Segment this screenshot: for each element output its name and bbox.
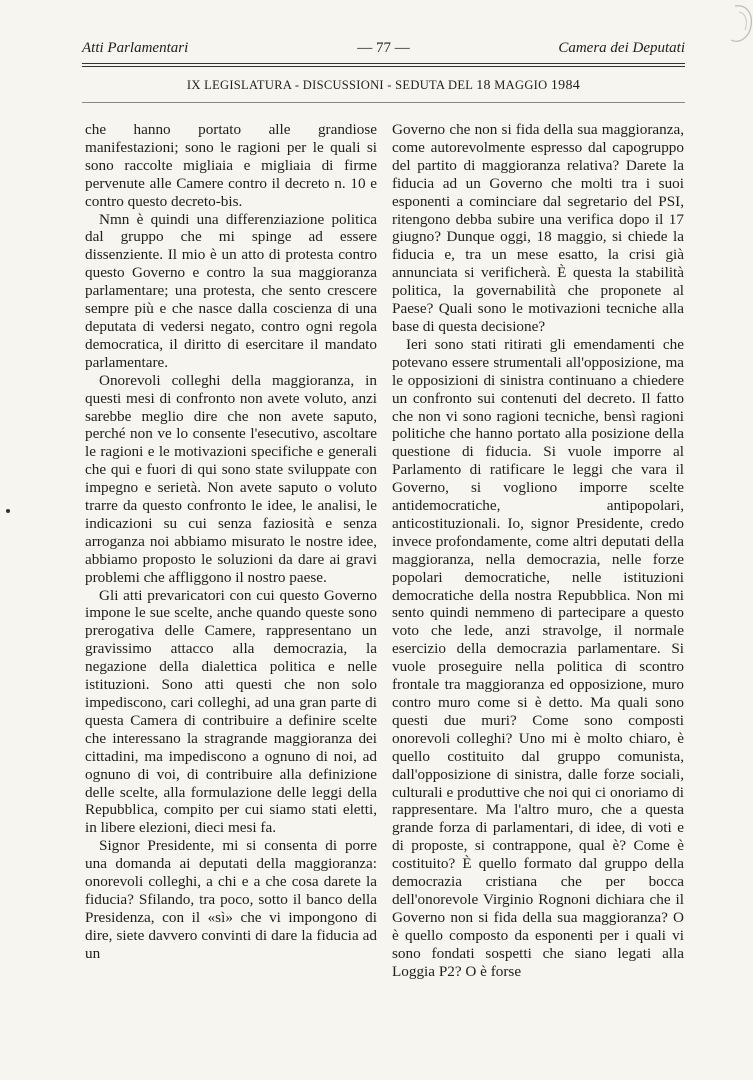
publication-title: Atti Parlamentari	[82, 40, 189, 56]
subheader-rule	[82, 102, 685, 103]
right-paragraph: Ieri sono stati ritirati gli emendamenti che potevano essere strumentali all'opposizione, ma le opposizioni di sinistra continuano a chiedere un confronto sui contenuti del decreto. Il fatto che non vi sono ragioni tecniche, bensì ragioni politiche che hanno portato alla posizione della questione di fiducia. Si vuole imporre al Parlamento di ratificare le leggi che vara il Governo, si vogliono imporre scelte antidemocratiche, antipopolari, anticostituzionali. Io, signor Presidente, credo invece profondamente, come altri deputati della maggioranza, nella democrazia, nelle forze popolari democratiche, nelle istituzioni democratiche della nostra Repubblica. Non mi sento quindi nemmeno di partecipare a questo voto che lede, anzi stravolge, il normale esercizio della democrazia parlamentare. Si vuole proseguire nella politica di scontro frontale tra maggioranza ed opposizione, muro contro muro come si è detto. Ma quali sono questi due muri? Come sono composti onorevoli colleghi? Uno mi è molto chiaro, è quello costituito dal gruppo comunista, dall'opposizione di sinistra, dalle forze sociali, culturali e produttive che noi qui ci onoriamo di rappresentare. Ma l'altro muro, che a questa grande forza di parlamentari, di idee, di voti e di proposte, si contrappone, qual è? Come è costituito? È quello formato dal gruppo della democrazia cristiana che per bocca dell'onorevole Virginio Rognoni dichiara che il Governo non si fida della sua maggioranza? O è quello composto da esponenti per i quali vi sono fondati sospetti che siano legati alla Loggia P2? O è forse	[392, 335, 684, 980]
session-line	[82, 78, 685, 94]
left-paragraph: Signor Presidente, mi si consenta di porre una domanda ai deputati della maggioranza: onorevoli colleghi, a chi e a che cosa darete la fiducia? Sfilando, tra poco, sotto il banco della Presidenza, con il «sì» che vi impongono di dire, siete davvero convinti di dare la fiducia ad un	[85, 837, 377, 962]
right-column	[392, 121, 684, 981]
session-prefix: IX LEGISLATURA - DISCUSSIONI - SEDUTA DEL	[186, 78, 473, 92]
right-paragraph: Governo che non si fida della sua maggioranza, come autorevolmente espresso dal capogruppo del partito di maggioranza relativa? Darete la fiducia ad un Governo che molti tra i suoi esponenti a cominciare dal segretario del PSI, ritengono debba subire una verifica dopo il 17 giugno? Dunque oggi, 18 maggio, si chiede la fiducia e, tra un mese esatto, la crisi già annunciata si verificherà. È questa la stabilità politica, la governabilità che proponete al Paese? Quali sono le motivazioni tecniche alla base di questa decisione?	[392, 121, 684, 335]
left-paragraph: che hanno portato alle grandiose manifestazioni; sono le ragioni per le quali si sono raccolte migliaia e migliaia di firme pervenute alle Camere contro il decreto n. 10 e contro questo decreto-bis.	[85, 121, 377, 210]
session-year: 1984	[550, 78, 581, 93]
page-corner-stamp	[713, 0, 753, 50]
left-paragraph: Nmn è quindi una differenziazione politica dal gruppo che mi spinge ad essere dissenziente. Il mio è un atto di protesta contro questo Governo e contro la sua maggioranza parlamentare; una protesta, che sento crescere sempre più e che nasce dalla coscienza di una deputata di vedersi negato, contro ogni regola democratica, il diritto di esercitare il mandato parlamentare.	[85, 210, 377, 371]
page-number: — 77 —	[357, 40, 410, 56]
session-day: 18	[476, 78, 491, 93]
left-paragraph: Gli atti prevaricatori con cui questo Governo impone le sue scelte, anche quando queste sono prerogativa delle Camere, rappresentano un gravissimo attacco alla democrazia, la negazione della dialettica politica e nelle istituzioni. Sono atti questi che non solo impediscono, cari colleghi, ad una gran parte di questa Camera di contribuire a definire scelte che interessano la stragrande maggioranza dei cittadini, ma impediscono a ognuno di noi, ad ognuno di voi, di contribuire alla definizione delle scelte, alla formulazione delle leggi della Repubblica, compito per cui siamo stati eletti, in libere elezioni, dieci mesi fa.	[85, 586, 377, 837]
page-header	[82, 40, 685, 62]
chamber-name: Camera dei Deputati	[558, 40, 685, 56]
session-month: MAGGIO	[494, 78, 548, 92]
header-rule-top	[82, 63, 685, 64]
left-column	[85, 121, 377, 963]
margin-dot	[6, 509, 10, 513]
left-paragraph: Onorevoli colleghi della maggioranza, in questi mesi di confronto non avete voluto, anzi sarebbe meglio dire che non avete saputo, perché non ve lo consente l'esecutivo, ascoltare le ragioni e le motivazioni specifiche e generali che qui e fuori di qui sono state sviluppate con impegno e serietà. Non avete saputo o voluto trarre da questo confronto le idee, le analisi, le indicazioni su cui senza faziosità e senza arroganza noi abbiamo misurato le nostre idee, abbiamo proposto le soluzioni da dare ai gravi problemi che affliggono il nostro paese.	[85, 371, 377, 586]
header-rule-bottom	[82, 66, 685, 67]
